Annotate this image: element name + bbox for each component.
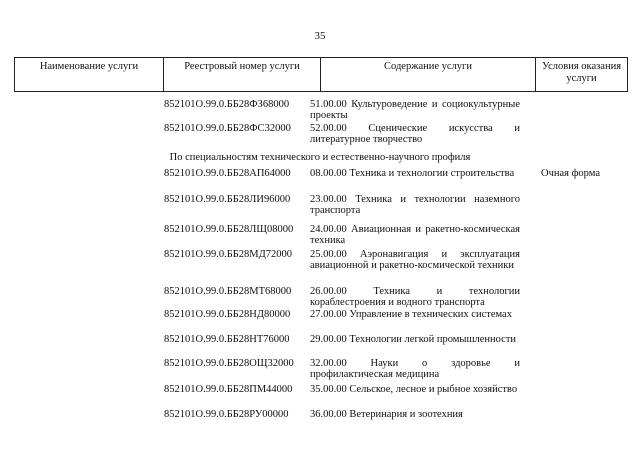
service-content: 27.00.00 Управление в технических системах xyxy=(310,309,512,320)
service-content: 23.00.00 Техника и технологии наземного транспорта xyxy=(310,194,520,216)
registry-code: 852101О.99.0.ББ28ФЗ68000 xyxy=(164,99,290,110)
service-content: 08.00.00 Техника и технологии строительства xyxy=(310,168,515,179)
service-content: 51.00.00 Культуроведение и социокультурные проекты xyxy=(310,99,520,121)
service-content: 52.00.00 Сценические искусства и литературное творчество xyxy=(310,123,520,145)
registry-code: 852101О.99.0.ББ28ПМ44000 xyxy=(164,384,293,395)
service-content: 24.00.00 Авиационная и ракетно-космическая техника xyxy=(310,224,520,246)
service-condition: Очная форма xyxy=(541,168,600,179)
registry-code: 852101О.99.0.ББ28МД72000 xyxy=(164,249,293,260)
service-content: 35.00.00 Сельское, лесное и рыбное хозяйство xyxy=(310,384,518,395)
registry-code: 852101О.99.0.ББ28ФС32000 xyxy=(164,123,291,134)
registry-code: 852101О.99.0.ББ28НД80000 xyxy=(164,309,291,320)
registry-code: 852101О.99.0.ББ28ЛИ96000 xyxy=(164,194,291,205)
registry-code: 852101О.99.0.ББ28АП64000 xyxy=(164,168,291,179)
service-content: 25.00.00 Аэронавигация и эксплуатация авиационной и ракетно-космической техники xyxy=(310,249,520,271)
registry-code: 852101О.99.0.ББ28ОЩ32000 xyxy=(164,358,294,369)
header-service-name: Наименование услуги xyxy=(15,58,164,91)
registry-code: 852101О.99.0.ББ28ЛЩ08000 xyxy=(164,224,294,235)
service-content: 32.00.00 Науки о здоровье и профилактическая медицина xyxy=(310,358,520,380)
service-content: 36.00.00 Ветеринария и зоотехния xyxy=(310,409,463,420)
page-number: 35 xyxy=(314,30,326,42)
registry-code: 852101О.99.0.ББ28НТ76000 xyxy=(164,334,290,345)
table-header xyxy=(14,57,628,92)
service-content: 26.00.00 Техника и технологии кораблестроения и водного транспорта xyxy=(310,286,520,308)
registry-code: 852101О.99.0.ББ28МТ68000 xyxy=(164,286,292,297)
header-service-content: Содержание услуги xyxy=(321,58,536,91)
registry-code: 852101О.99.0.ББ28РУ00000 xyxy=(164,409,289,420)
header-registry-number: Реестровый номер услуги xyxy=(164,58,321,91)
section-title: По специальностям технического и естественно-научного профиля xyxy=(169,152,471,163)
header-service-conditions: Условия оказания услуги xyxy=(541,61,622,84)
service-content: 29.00.00 Технологии легкой промышленности xyxy=(310,334,517,345)
